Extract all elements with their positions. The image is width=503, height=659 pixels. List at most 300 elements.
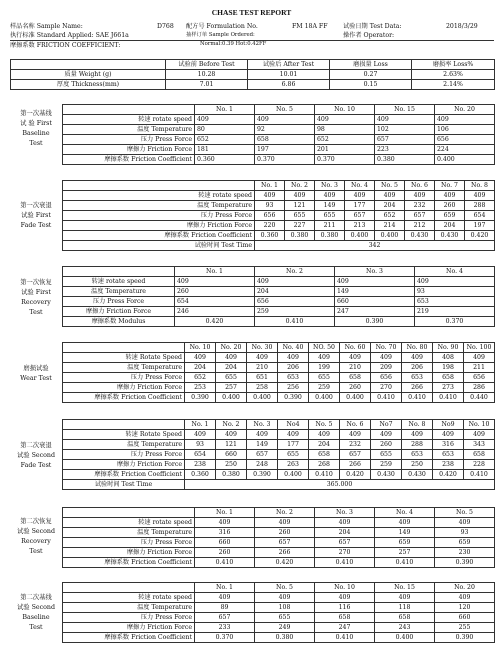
cell: 409 xyxy=(345,191,375,201)
cell: 409 xyxy=(375,115,435,125)
cell: 409 xyxy=(195,593,255,603)
summary-cell: 10.01 xyxy=(248,70,330,80)
recovery2-table xyxy=(62,507,495,568)
cell: 409 xyxy=(435,115,495,125)
cell: 0.400 xyxy=(216,393,247,403)
cell: 409 xyxy=(371,353,402,363)
col-header: No. 3 xyxy=(315,508,375,518)
baseline1-side-label xyxy=(10,109,62,149)
cell: 288 xyxy=(465,201,495,211)
cell: 204 xyxy=(375,201,405,211)
cell: 92 xyxy=(255,125,315,135)
cell: 288 xyxy=(402,440,433,450)
col-header: No. 6 xyxy=(405,181,435,191)
side-line: 试验 Second xyxy=(16,528,56,535)
cell: 654 xyxy=(175,297,255,307)
row-label: 摩擦力 Friction Force xyxy=(63,307,175,317)
cell: 228 xyxy=(464,460,495,470)
cell: 260 xyxy=(195,548,255,558)
row-label: 压力 Press Force xyxy=(63,613,195,623)
cell: 0.380 xyxy=(285,231,315,241)
cell: 0.360 xyxy=(255,231,285,241)
cell: 260 xyxy=(255,528,315,538)
cell: 273 xyxy=(433,383,464,393)
cell: 266 xyxy=(255,548,315,558)
cell: 0.420 xyxy=(255,558,315,568)
row-label: 压力 Press Force xyxy=(63,538,195,548)
cell: 655 xyxy=(371,450,402,460)
col-header: No. 4 xyxy=(375,508,435,518)
summary-cell: 2.14% xyxy=(412,80,495,90)
cell: 409 xyxy=(375,518,435,528)
corner xyxy=(63,420,185,430)
cell: 121 xyxy=(285,201,315,211)
cell: 93 xyxy=(185,440,216,450)
col-header: No. 20 xyxy=(435,583,495,593)
cell: 106 xyxy=(435,125,495,135)
cell: 121 xyxy=(216,440,247,450)
cell: 653 xyxy=(402,450,433,460)
cell: 0.420 xyxy=(465,231,495,241)
cell: 0.370 xyxy=(415,317,495,327)
col-header: No. 1 xyxy=(195,583,255,593)
col-header: No. 4 xyxy=(345,181,375,191)
cell: 654 xyxy=(185,450,216,460)
cell: 266 xyxy=(340,460,371,470)
cell: 656 xyxy=(371,373,402,383)
cell: 0.400 xyxy=(278,470,309,480)
side-line: 第一次基线 xyxy=(20,110,52,117)
cell: 0.440 xyxy=(464,393,495,403)
side-line: Test xyxy=(29,140,43,147)
cell: 0.410 xyxy=(309,470,340,480)
cell: 253 xyxy=(185,383,216,393)
cell: 409 xyxy=(402,353,433,363)
cell: 409 xyxy=(371,430,402,440)
cell: 657 xyxy=(255,538,315,548)
cell: 0.410 xyxy=(375,558,435,568)
cell: 409 xyxy=(315,518,375,528)
cell: 232 xyxy=(340,440,371,450)
friction-coef-label: 摩擦系数 FRICTION COEFFICIENT: xyxy=(10,40,494,50)
col-header: No. 1 xyxy=(195,105,255,115)
corner xyxy=(63,181,255,191)
corner xyxy=(63,105,195,115)
side-line: 试验 Second xyxy=(16,452,56,459)
col-header: No. 10 xyxy=(464,420,495,430)
cell: 0.410 xyxy=(255,317,335,327)
time-label: 试验时间 Test Time xyxy=(63,241,255,251)
top-stamp xyxy=(0,0,503,5)
standard-label: 执行标准 Standard Applied: SAE J661a xyxy=(10,32,129,39)
cell: 409 xyxy=(402,430,433,440)
col-header: No. 1 xyxy=(185,420,216,430)
cell: 0.390 xyxy=(247,470,278,480)
cell: 409 xyxy=(255,115,315,125)
cell: 80 xyxy=(195,125,255,135)
time-value: 365.000 xyxy=(185,480,495,490)
cell: 658 xyxy=(315,613,375,623)
cell: 247 xyxy=(335,307,415,317)
cell: 409 xyxy=(315,593,375,603)
cell: 0.390 xyxy=(435,633,495,643)
cell: 0.370 xyxy=(315,155,375,165)
col-header: No. 3 xyxy=(315,181,345,191)
cell: 0.430 xyxy=(405,231,435,241)
cell: 212 xyxy=(405,221,435,231)
cell: 201 xyxy=(315,145,375,155)
side-line: Baseline xyxy=(22,614,50,621)
baseline1-table xyxy=(62,104,495,165)
cell: 0.380 xyxy=(315,231,345,241)
cell: 659 xyxy=(375,538,435,548)
side-line: Baseline xyxy=(22,130,50,137)
cell: 120 xyxy=(435,603,495,613)
cell: 652 xyxy=(185,373,216,383)
cell: 658 xyxy=(433,373,464,383)
col-header: No. 80 xyxy=(402,343,433,353)
cell: 258 xyxy=(247,383,278,393)
row-label: 摩擦力 Friction Force xyxy=(63,145,195,155)
cell: 409 xyxy=(175,277,255,287)
col-header: No. 5 xyxy=(309,420,340,430)
col-header: No. 10 xyxy=(315,105,375,115)
sample-name-label: 样品名称 Sample Name: xyxy=(10,23,83,30)
row-label: 压力 Press Force xyxy=(63,450,185,460)
cell: 409 xyxy=(435,518,495,528)
corner xyxy=(63,508,195,518)
cell: 656 xyxy=(255,211,285,221)
cell: 0.410 xyxy=(315,558,375,568)
col-header: No. 1 xyxy=(175,267,255,277)
time-value: 342 xyxy=(255,241,495,251)
operator-label: 操作者 Operator: xyxy=(343,32,395,39)
side-line: 第二次基线 xyxy=(20,594,52,601)
row-label: 摩擦力 Friction Force xyxy=(63,460,185,470)
cell: 0.380 xyxy=(216,470,247,480)
row-label: 摩擦力 Friction Force xyxy=(63,221,255,231)
cell: 656 xyxy=(435,135,495,145)
cell: 0.400 xyxy=(435,155,495,165)
cell: 204 xyxy=(185,363,216,373)
row-label: 摩擦系数 Friction Coefficient xyxy=(63,393,185,403)
cell: 657 xyxy=(405,211,435,221)
cell: 266 xyxy=(402,383,433,393)
row-label: 温度 Temperature xyxy=(63,125,195,135)
row-label: 温度 Temperature xyxy=(63,528,195,538)
cell: 0.430 xyxy=(371,470,402,480)
summary-row-label: 厚度 Thickness(mm) xyxy=(11,80,166,90)
cell: 286 xyxy=(464,383,495,393)
sample-name-value: D768 xyxy=(157,23,174,30)
cell: 0.400 xyxy=(309,393,340,403)
summary-cell: 10.28 xyxy=(166,70,248,80)
cell: 657 xyxy=(315,538,375,548)
summary-header: 磨损率 Loss% xyxy=(412,60,495,70)
cell: 657 xyxy=(195,613,255,623)
cell: 409 xyxy=(255,191,285,201)
row-label: 温度 Temperature xyxy=(63,201,255,211)
row-label: 温度 Temperature xyxy=(63,287,175,297)
cell: 0.360 xyxy=(195,155,255,165)
friction-coef-value: Normal:0.39 Hot:0.42FF xyxy=(200,41,267,47)
row-label: 摩擦系数 Friction Coefficient xyxy=(63,231,255,241)
summary-header: 试验后 After Test xyxy=(248,60,330,70)
cell: 409 xyxy=(185,353,216,363)
cell: 0.390 xyxy=(435,558,495,568)
cell: 409 xyxy=(278,430,309,440)
cell: 219 xyxy=(415,307,495,317)
cell: 230 xyxy=(435,548,495,558)
test-date-value: 2018/3/29 xyxy=(446,23,478,30)
side-line: Recovery xyxy=(21,299,51,306)
cell: 204 xyxy=(216,363,247,373)
row-label: 温度 Temperature xyxy=(63,363,185,373)
wear-table xyxy=(62,342,495,403)
fade1-table xyxy=(62,180,495,251)
summary-cell: 0.27 xyxy=(330,70,412,80)
cell: 250 xyxy=(402,460,433,470)
cell: 409 xyxy=(340,353,371,363)
cell: 260 xyxy=(435,201,465,211)
report-title: CHASE TEST REPORT xyxy=(211,8,292,17)
cell: 409 xyxy=(315,115,375,125)
ordered-label: 抽样订单 Sample Ordered: xyxy=(186,32,255,38)
cell: 210 xyxy=(247,363,278,373)
cell: 656 xyxy=(464,373,495,383)
cell: 409 xyxy=(216,353,247,363)
cell: 658 xyxy=(255,135,315,145)
cell: 204 xyxy=(435,221,465,231)
cell: 213 xyxy=(345,221,375,231)
cell: 653 xyxy=(433,450,464,460)
summary-corner xyxy=(11,60,166,70)
col-header: No. 15 xyxy=(375,583,435,593)
summary-cell: 7.01 xyxy=(166,80,248,90)
side-line: 第二次衰退 xyxy=(20,442,52,449)
cell: 409 xyxy=(247,353,278,363)
cell: 204 xyxy=(315,528,375,538)
cell: 654 xyxy=(465,211,495,221)
cell: 0.400 xyxy=(345,231,375,241)
cell: 652 xyxy=(195,135,255,145)
cell: 653 xyxy=(402,373,433,383)
cell: 98 xyxy=(315,125,375,135)
side-line: 试验 First xyxy=(21,212,51,219)
cell: 199 xyxy=(309,363,340,373)
col-header: No7 xyxy=(371,420,402,430)
col-header: No4 xyxy=(278,420,309,430)
cell: 224 xyxy=(435,145,495,155)
recovery1-table xyxy=(62,266,495,327)
cell: 256 xyxy=(278,383,309,393)
cell: 0.410 xyxy=(371,393,402,403)
cell: 259 xyxy=(255,307,335,317)
cell: 233 xyxy=(195,623,255,633)
cell: 316 xyxy=(433,440,464,450)
cell: 149 xyxy=(315,201,345,211)
col-header: No. 10 xyxy=(315,583,375,593)
cell: 259 xyxy=(309,383,340,393)
cell: 149 xyxy=(335,287,415,297)
col-header: No. 15 xyxy=(375,105,435,115)
cell: 260 xyxy=(371,440,402,450)
cell: 210 xyxy=(340,363,371,373)
cell: 409 xyxy=(216,430,247,440)
cell: 0.410 xyxy=(402,393,433,403)
cell: 149 xyxy=(375,528,435,538)
summary-row-label: 质量 Weight (g) xyxy=(11,70,166,80)
cell: 409 xyxy=(405,191,435,201)
col-header: No. 60 xyxy=(340,343,371,353)
col-header: No. 1 xyxy=(195,508,255,518)
side-line: Fade Test xyxy=(20,222,52,229)
cell: 0.390 xyxy=(335,317,415,327)
cell: 198 xyxy=(433,363,464,373)
col-header: No. 20 xyxy=(435,105,495,115)
summary-table xyxy=(10,59,495,90)
cell: 655 xyxy=(278,450,309,460)
row-label: 压力 Press Force xyxy=(63,135,195,145)
row-label: 温度 Temperature xyxy=(63,603,195,613)
row-label: 温度 Temperature xyxy=(63,440,185,450)
side-line: 试验 Second xyxy=(16,604,56,611)
col-header: NO. 50 xyxy=(309,343,340,353)
cell: 206 xyxy=(278,363,309,373)
cell: 270 xyxy=(371,383,402,393)
row-label: 摩擦力 Friction Force xyxy=(63,383,185,393)
cell: 0.420 xyxy=(433,470,464,480)
cell: 197 xyxy=(465,221,495,231)
cell: 653 xyxy=(415,297,495,307)
cell: 656 xyxy=(255,297,335,307)
cell: 316 xyxy=(195,528,255,538)
cell: 270 xyxy=(315,548,375,558)
cell: 409 xyxy=(255,593,315,603)
col-header: No. 10 xyxy=(185,343,216,353)
cell: 409 xyxy=(375,191,405,201)
cell: 655 xyxy=(285,211,315,221)
cell: 0.430 xyxy=(402,470,433,480)
cell: 409 xyxy=(464,353,495,363)
cell: 409 xyxy=(435,191,465,201)
cell: 408 xyxy=(433,353,464,363)
cell: 409 xyxy=(309,353,340,363)
cell: 0.370 xyxy=(195,633,255,643)
cell: 250 xyxy=(216,460,247,470)
cell: 211 xyxy=(464,363,495,373)
cell: 409 xyxy=(415,277,495,287)
col-header: No. 5 xyxy=(375,181,405,191)
col-header: No. 30 xyxy=(247,343,278,353)
cell: 409 xyxy=(375,593,435,603)
col-header: No. 4 xyxy=(415,267,495,277)
side-line: Test xyxy=(29,548,43,555)
col-header: No. 6 xyxy=(340,420,371,430)
fade1-side-label xyxy=(10,201,62,231)
cell: 204 xyxy=(255,287,335,297)
side-line: 第二次恢复 xyxy=(20,518,52,525)
col-header: No. 5 xyxy=(255,583,315,593)
cell: 243 xyxy=(375,623,435,633)
cell: 0.410 xyxy=(195,558,255,568)
cell: 409 xyxy=(465,191,495,201)
row-label: 摩擦力 Friction Force xyxy=(63,548,195,558)
row-label: 压力 Press Force xyxy=(63,297,175,307)
cell: 149 xyxy=(247,440,278,450)
cell: 177 xyxy=(278,440,309,450)
cell: 0.410 xyxy=(464,470,495,480)
wear-side-label xyxy=(10,364,62,384)
side-line: 第一次衰退 xyxy=(20,202,52,209)
summary-header: 磨损量 Loss xyxy=(330,60,412,70)
col-header: No. 8 xyxy=(465,181,495,191)
col-header: No. 7 xyxy=(435,181,465,191)
recovery1-side-label xyxy=(10,278,62,318)
cell: 255 xyxy=(435,623,495,633)
fade2-side-label xyxy=(10,441,62,471)
baseline2-side-label xyxy=(10,593,62,633)
corner xyxy=(63,343,185,353)
cell: 655 xyxy=(309,373,340,383)
recovery2-side-label xyxy=(10,517,62,557)
cell: 655 xyxy=(315,211,345,221)
side-line: Wear Test xyxy=(20,375,52,382)
row-label: 转速 rotate speed xyxy=(63,593,195,603)
cell: 93 xyxy=(435,528,495,538)
col-header: No. 2 xyxy=(255,508,315,518)
row-label: 转速 rotate speed xyxy=(63,277,175,287)
side-line: 第一次恢复 xyxy=(20,279,52,286)
cell: 0.400 xyxy=(340,393,371,403)
cell: 260 xyxy=(340,383,371,393)
cell: 220 xyxy=(255,221,285,231)
cell: 206 xyxy=(402,363,433,373)
cell: 238 xyxy=(433,460,464,470)
cell: 0.410 xyxy=(433,393,464,403)
col-header: No. 90 xyxy=(433,343,464,353)
summary-cell: 0.15 xyxy=(330,80,412,90)
cell: 409 xyxy=(335,277,415,287)
cell: 660 xyxy=(335,297,415,307)
row-label: 转速 Rotate Speed xyxy=(63,353,185,363)
formulation-value: FM 18A FF xyxy=(292,23,328,30)
cell: 197 xyxy=(255,145,315,155)
cell: 409 xyxy=(195,115,255,125)
cell: 659 xyxy=(435,211,465,221)
cell: 658 xyxy=(375,613,435,623)
cell: 257 xyxy=(375,548,435,558)
cell: 263 xyxy=(278,460,309,470)
cell: 246 xyxy=(175,307,255,317)
cell: 659 xyxy=(435,538,495,548)
col-header: No. 8 xyxy=(402,420,433,430)
cell: 409 xyxy=(195,518,255,528)
cell: 238 xyxy=(185,460,216,470)
cell: 409 xyxy=(185,430,216,440)
col-header: No. 2 xyxy=(255,267,335,277)
cell: 409 xyxy=(315,191,345,201)
cell: 209 xyxy=(371,363,402,373)
cell: 177 xyxy=(345,201,375,211)
cell: 0.420 xyxy=(340,470,371,480)
cell: 657 xyxy=(340,450,371,460)
cell: 0.370 xyxy=(255,155,315,165)
cell: 0.390 xyxy=(185,393,216,403)
cell: 651 xyxy=(247,373,278,383)
cell: 409 xyxy=(464,430,495,440)
cell: 247 xyxy=(315,623,375,633)
